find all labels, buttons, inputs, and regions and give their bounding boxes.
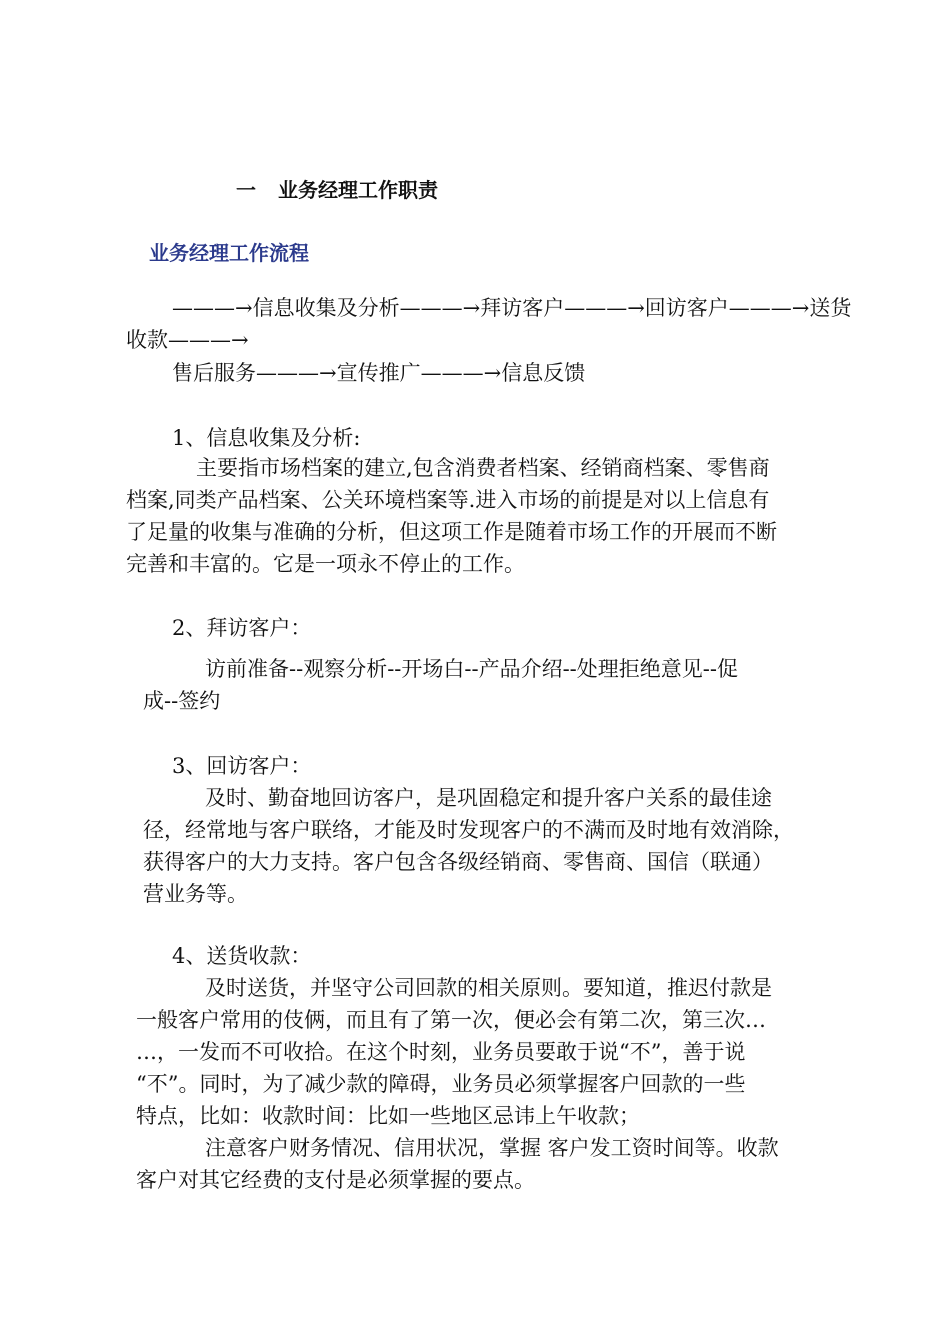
flow-line-3: 售后服务———→宣传推广———→信息反馈	[172, 361, 586, 385]
section2-title: 2、拜访客户：	[172, 616, 312, 640]
flow-line-1: ———→信息收集及分析———→拜访客户———→回访客户———→送货	[172, 296, 852, 320]
section4-line-1: 及时送货，并坚守公司回款的相关原则。要知道，推迟付款是	[205, 976, 772, 1000]
section4-line-2: 一般客户常用的伎俩，而且有了第一次，便必会有第二次，第三次…	[136, 1008, 766, 1032]
sub-heading: 业务经理工作流程	[149, 241, 309, 265]
section1-line-1: 主要指市场档案的建立,包含消费者档案、经销商档案、零售商	[196, 456, 770, 480]
section3-line-1: 及时、勤奋地回访客户，是巩固稳定和提升客户关系的最佳途	[205, 786, 772, 810]
section4-line-4: “不”。同时，为了减少款的障碍，业务员必须掌握客户回款的一些	[136, 1072, 746, 1096]
section4-line-7: 客户对其它经费的支付是必须掌握的要点。	[136, 1168, 535, 1192]
section3-line-3: 获得客户的大力支持。客户包含各级经销商、零售商、国信（联通）	[143, 850, 773, 874]
section4-line-6: 注意客户财务情况、信用状况，掌握 客户发工资时间等。收款	[205, 1136, 779, 1160]
section3-title: 3、回访客户：	[172, 754, 312, 778]
heading-title: 业务经理工作职责	[278, 178, 438, 202]
section4-line-3: …，一发而不可收拾。在这个时刻，业务员要敢于说“不”，善于说	[136, 1040, 746, 1064]
section4-title: 4、送货收款：	[172, 944, 312, 968]
flow-line-2: 收款———→	[126, 328, 249, 352]
heading-number: 一	[236, 178, 256, 202]
section2-line-2: 成--签约	[143, 689, 221, 713]
section3-line-4: 营业务等。	[143, 882, 248, 906]
section3-line-2: 径，经常地与客户联络，才能及时发现客户的不满而及时地有效消除，	[143, 818, 794, 842]
main-heading	[236, 176, 438, 204]
section1-title: 1、信息收集及分析:	[172, 426, 361, 450]
section1-line-4: 完善和丰富的。它是一项永不停止的工作。	[126, 552, 525, 576]
section2-line-1: 访前准备--观察分析--开场白--产品介绍--处理拒绝意见--促	[205, 657, 738, 681]
section1-line-3: 了足量的收集与准确的分析，但这项工作是随着市场工作的开展而不断	[126, 520, 777, 544]
section4-line-5: 特点，比如：收款时间：比如一些地区忌讳上午收款；	[136, 1104, 640, 1128]
section1-line-2: 档案,同类产品档案、公关环境档案等.进入市场的前提是对以上信息有	[126, 488, 770, 512]
